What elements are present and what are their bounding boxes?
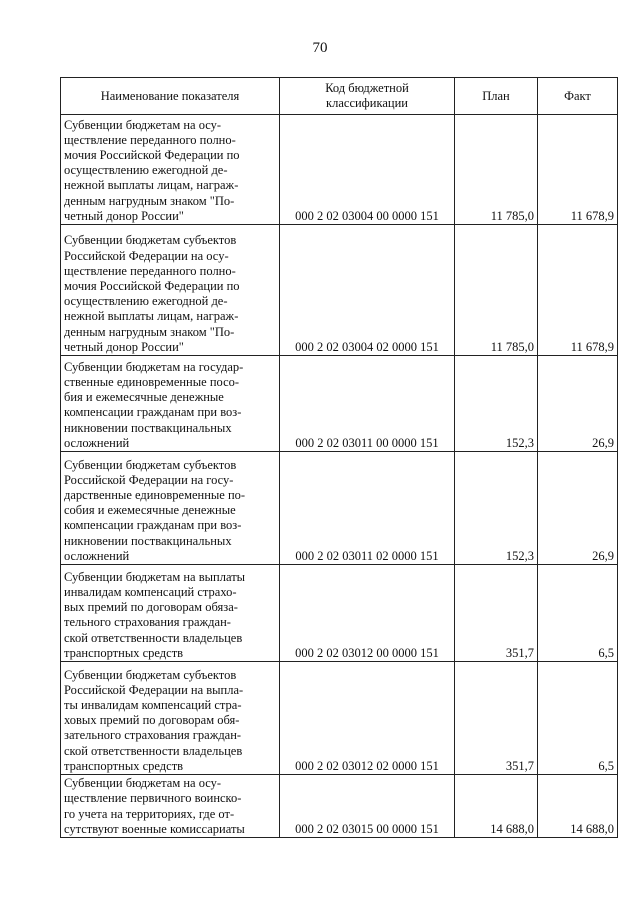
fact-value: 11 678,9 <box>538 225 618 356</box>
plan-value: 351,7 <box>455 662 538 775</box>
header-code: Код бюджетной классификации <box>280 78 455 115</box>
plan-value: 351,7 <box>455 565 538 662</box>
page-number: 70 <box>312 40 328 56</box>
table-row <box>61 775 618 838</box>
indicator-name: Субвенции бюджетам на осу- ществление первичного воинско- го учета на территориях, где от- сутствуют военные комиссариаты <box>61 775 280 838</box>
fact-value: 6,5 <box>538 565 618 662</box>
plan-value: 152,3 <box>455 452 538 565</box>
indicator-name: Субвенции бюджетам субъектов Российской Федерации на госу- дарственные единовременные по- собия и ежемесячные денежные компенсации гражданам при воз- никновении поствакцинальных осложнений <box>61 452 280 565</box>
fact-value: 14 688,0 <box>538 775 618 838</box>
indicator-name: Субвенции бюджетам субъектов Российской Федерации на выпла- ты инвалидам компенсаций стра- ховых премий по договорам обя- зательного страхования граждан- ской ответственности владельцев транспортных средств <box>61 662 280 775</box>
budget-code: 000 2 02 03004 02 0000 151 <box>280 225 455 356</box>
header-name: Наименование показателя <box>61 78 280 115</box>
budget-code: 000 2 02 03011 02 0000 151 <box>280 452 455 565</box>
fact-value: 26,9 <box>538 356 618 452</box>
indicator-name: Субвенции бюджетам на осу- ществление переданного полно- мочия Российской Федерации по осуществлению ежегодной де- нежной выплаты лицам, награж- денным нагрудным знаком "По- четный донор России" <box>61 115 280 225</box>
header-row <box>61 78 618 115</box>
budget-code: 000 2 02 03011 00 0000 151 <box>280 356 455 452</box>
indicator-name: Субвенции бюджетам субъектов Российской Федерации на осу- ществление переданного полно- мочия Российской Федерации по осуществлению ежегодной де- нежной выплаты лицам, награж- денным нагрудным знаком "По- четный донор России" <box>61 225 280 356</box>
fact-value: 6,5 <box>538 662 618 775</box>
budget-code: 000 2 02 03015 00 0000 151 <box>280 775 455 838</box>
table-header <box>61 78 618 115</box>
table-row <box>61 115 618 225</box>
table-row <box>61 356 618 452</box>
table-row <box>61 662 618 775</box>
plan-value: 14 688,0 <box>455 775 538 838</box>
header-fact: Факт <box>538 78 618 115</box>
budget-code: 000 2 02 03012 00 0000 151 <box>280 565 455 662</box>
table-body <box>61 115 618 838</box>
budget-code: 000 2 02 03004 00 0000 151 <box>280 115 455 225</box>
plan-value: 152,3 <box>455 356 538 452</box>
table-row <box>61 565 618 662</box>
fact-value: 11 678,9 <box>538 115 618 225</box>
plan-value: 11 785,0 <box>455 115 538 225</box>
table-row <box>61 452 618 565</box>
indicator-name: Субвенции бюджетам на государ- ственные единовременные посо- бия и ежемесячные денежные компенсации гражданам при воз- никновении поствакцинальных осложнений <box>61 356 280 452</box>
budget-code: 000 2 02 03012 02 0000 151 <box>280 662 455 775</box>
table-row <box>61 225 618 356</box>
plan-value: 11 785,0 <box>455 225 538 356</box>
indicator-name: Субвенции бюджетам на выплаты инвалидам компенсаций страхо- вых премий по договорам обяза- тельного страхования граждан- ской ответственности владельцев транспортных средств <box>61 565 280 662</box>
header-plan: План <box>455 78 538 115</box>
budget-table <box>60 77 618 838</box>
fact-value: 26,9 <box>538 452 618 565</box>
